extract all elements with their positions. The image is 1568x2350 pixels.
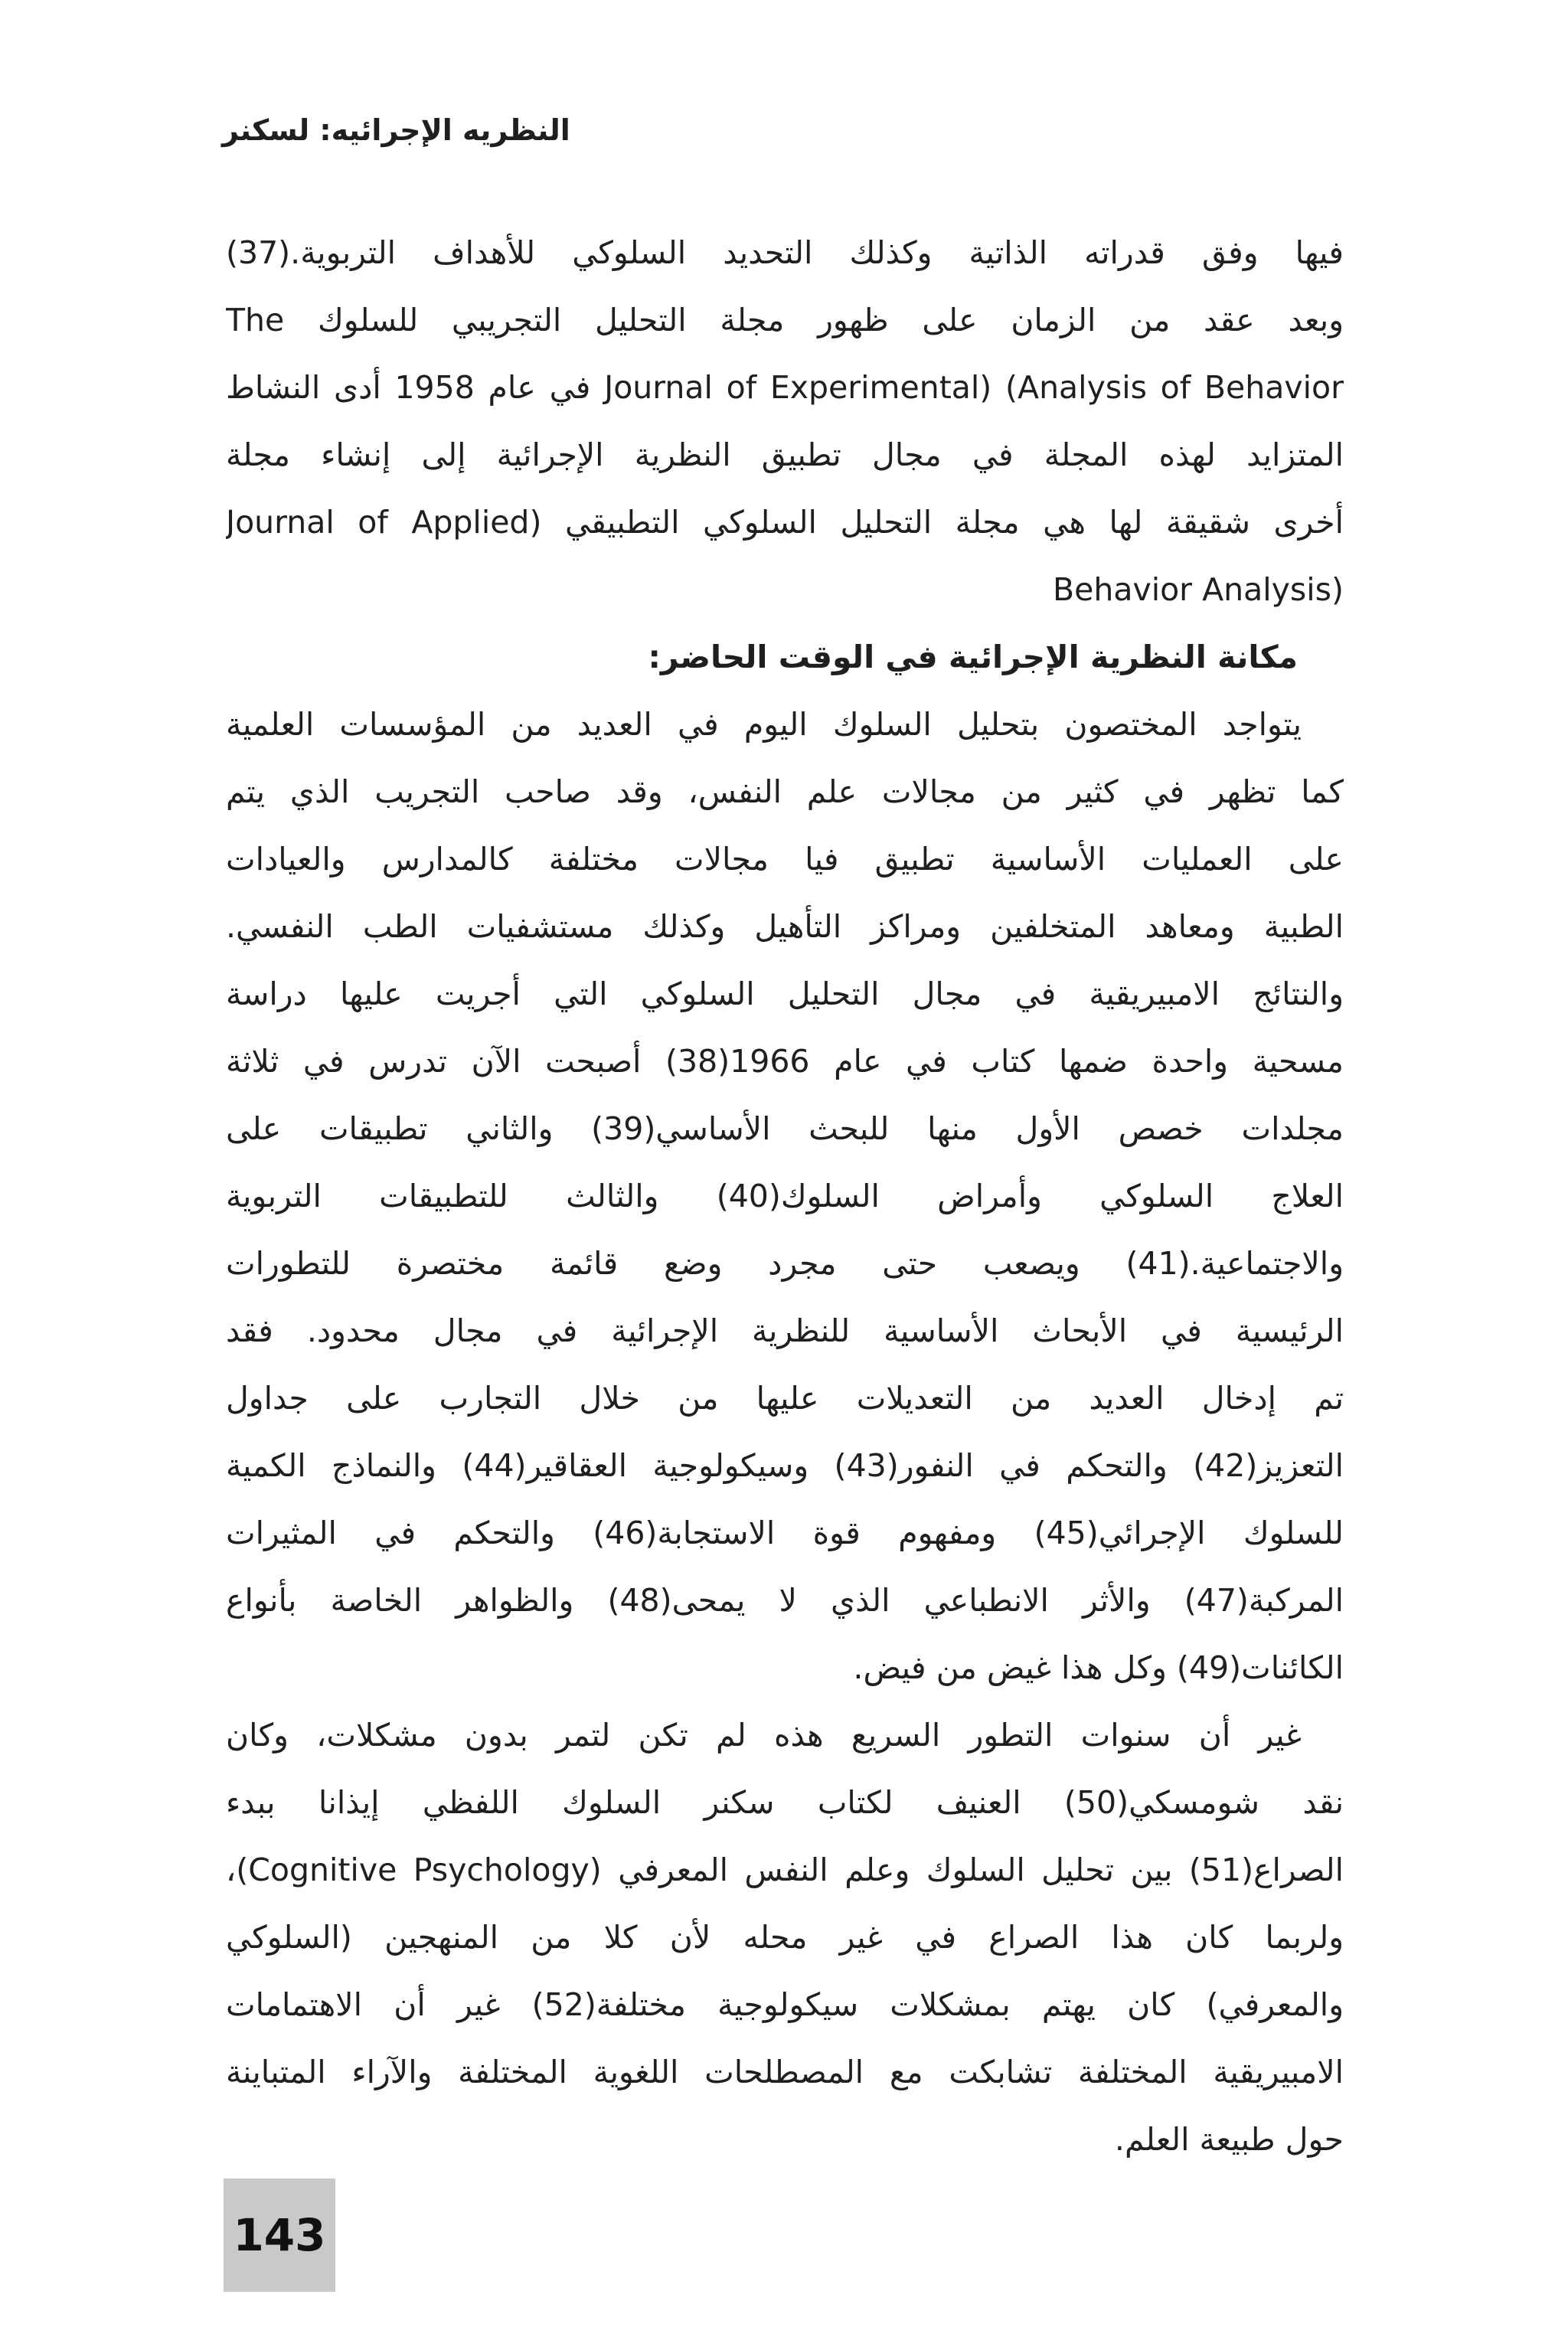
- page-number: 143: [233, 2209, 326, 2261]
- text-line: أخرى شقيقة لها هي مجلة التحليل السلوكي التطبيقي (Journal of Applied: [226, 504, 1344, 541]
- section-heading: مكانة النظرية الإجرائية في الوقت الحاضر:: [648, 639, 1298, 675]
- text-line: للسلوك الإجرائي(45) ومفهوم قوة الاستجابة(46) والتحكم في المثيرات: [226, 1515, 1344, 1551]
- text-line: الصراع(51) بين تحليل السلوك وعلم النفس المعرفي (Cognitive Psychology)،: [226, 1852, 1344, 1888]
- text-line: ولربما كان هذا الصراع في غير محله لأن كلا من المنهجين (السلوكي: [226, 1919, 1344, 1956]
- text-line: على العمليات الأساسية تطبيق فيا مجالات مختلفة كالمدارس والعيادات: [226, 841, 1344, 878]
- running-header: النظريه الإجرائيه: لسكنر: [222, 113, 570, 147]
- text-line: المركبة(47) والأثر الانطباعي الذي لا يمحى(48) والظواهر الخاصة بأنواع: [226, 1582, 1344, 1619]
- text-line: الطبية ومعاهد المتخلفين ومراكز التأهيل وكذلك مستشفيات الطب النفسي.: [226, 908, 1344, 945]
- text-line: الرئيسية في الأبحاث الأساسية للنظرية الإجرائية في مجال محدود. فقد: [226, 1312, 1344, 1349]
- text-line: المتزايد لهذه المجلة في مجال تطبيق النظرية الإجرائية إلى إنشاء مجلة: [226, 436, 1344, 473]
- text-line: الامبيريقية المختلفة تشابكت مع المصطلحات اللغوية المختلفة والآراء المتباينة: [226, 2054, 1344, 2090]
- text-line: Journal of Experimental) (Analysis of Behavior في عام 1958 أدى النشاط: [226, 369, 1344, 406]
- body-text: [226, 214, 1344, 2169]
- text-line: (Behavior Analysis: [1052, 571, 1344, 608]
- text-line: مجلدات خصص الأول منها للبحث الأساسي(39) والثاني تطبيقات على: [226, 1110, 1344, 1147]
- text-line: كما تظهر في كثير من مجالات علم النفس، وقد صاحب التجريب الذي يتم: [226, 773, 1344, 810]
- text-line: والمعرفي) كان يهتم بمشكلات سيكولوجية مختلفة(52) غير أن الاهتمامات: [226, 1986, 1344, 2023]
- text-line: تم إدخال العديد من التعديلات عليها من خلال التجارب على جداول: [226, 1380, 1344, 1417]
- text-line: نقد شومسكي(50) العنيف لكتاب سكنر السلوك اللفظي إيذانا ببدء: [226, 1784, 1344, 1821]
- text-line: فيها وفق قدراته الذاتية وكذلك التحديد السلوكي للأهداف التربوية.(37): [226, 234, 1344, 271]
- page-number-box: [224, 2178, 335, 2292]
- text-line: والنتائج الامبيريقية في مجال التحليل السلوكي التي أجريت عليها دراسة: [226, 976, 1344, 1012]
- text-line: العلاج السلوكي وأمراض السلوك(40) والثالث للتطبيقات التربوية: [226, 1178, 1344, 1214]
- text-line: يتواجد المختصون بتحليل السلوك اليوم في العديد من المؤسسات العلمية: [226, 706, 1302, 743]
- text-line: التعزيز(42) والتحكم في النفور(43) وسيكولوجية العقاقير(44) والنماذج الكمية: [226, 1447, 1344, 1484]
- text-line: الكائنات(49) وكل هذا غيض من فيض.: [853, 1649, 1344, 1686]
- text-line: غير أن سنوات التطور السريع هذه لم تكن لتمر بدون مشكلات، وكان: [226, 1717, 1302, 1754]
- text-line: مسحية واحدة ضمها كتاب في عام 1966(38) أصبحت الآن تدرس في ثلاثة: [226, 1043, 1344, 1080]
- text-line: حول طبيعة العلم.: [1114, 2121, 1344, 2158]
- text-line: والاجتماعية.(41) ويصعب حتى مجرد وضع قائمة مختصرة للتطورات: [226, 1245, 1344, 1282]
- text-line: وبعد عقد من الزمان على ظهور مجلة التحليل التجريبي للسلوك The: [226, 302, 1344, 338]
